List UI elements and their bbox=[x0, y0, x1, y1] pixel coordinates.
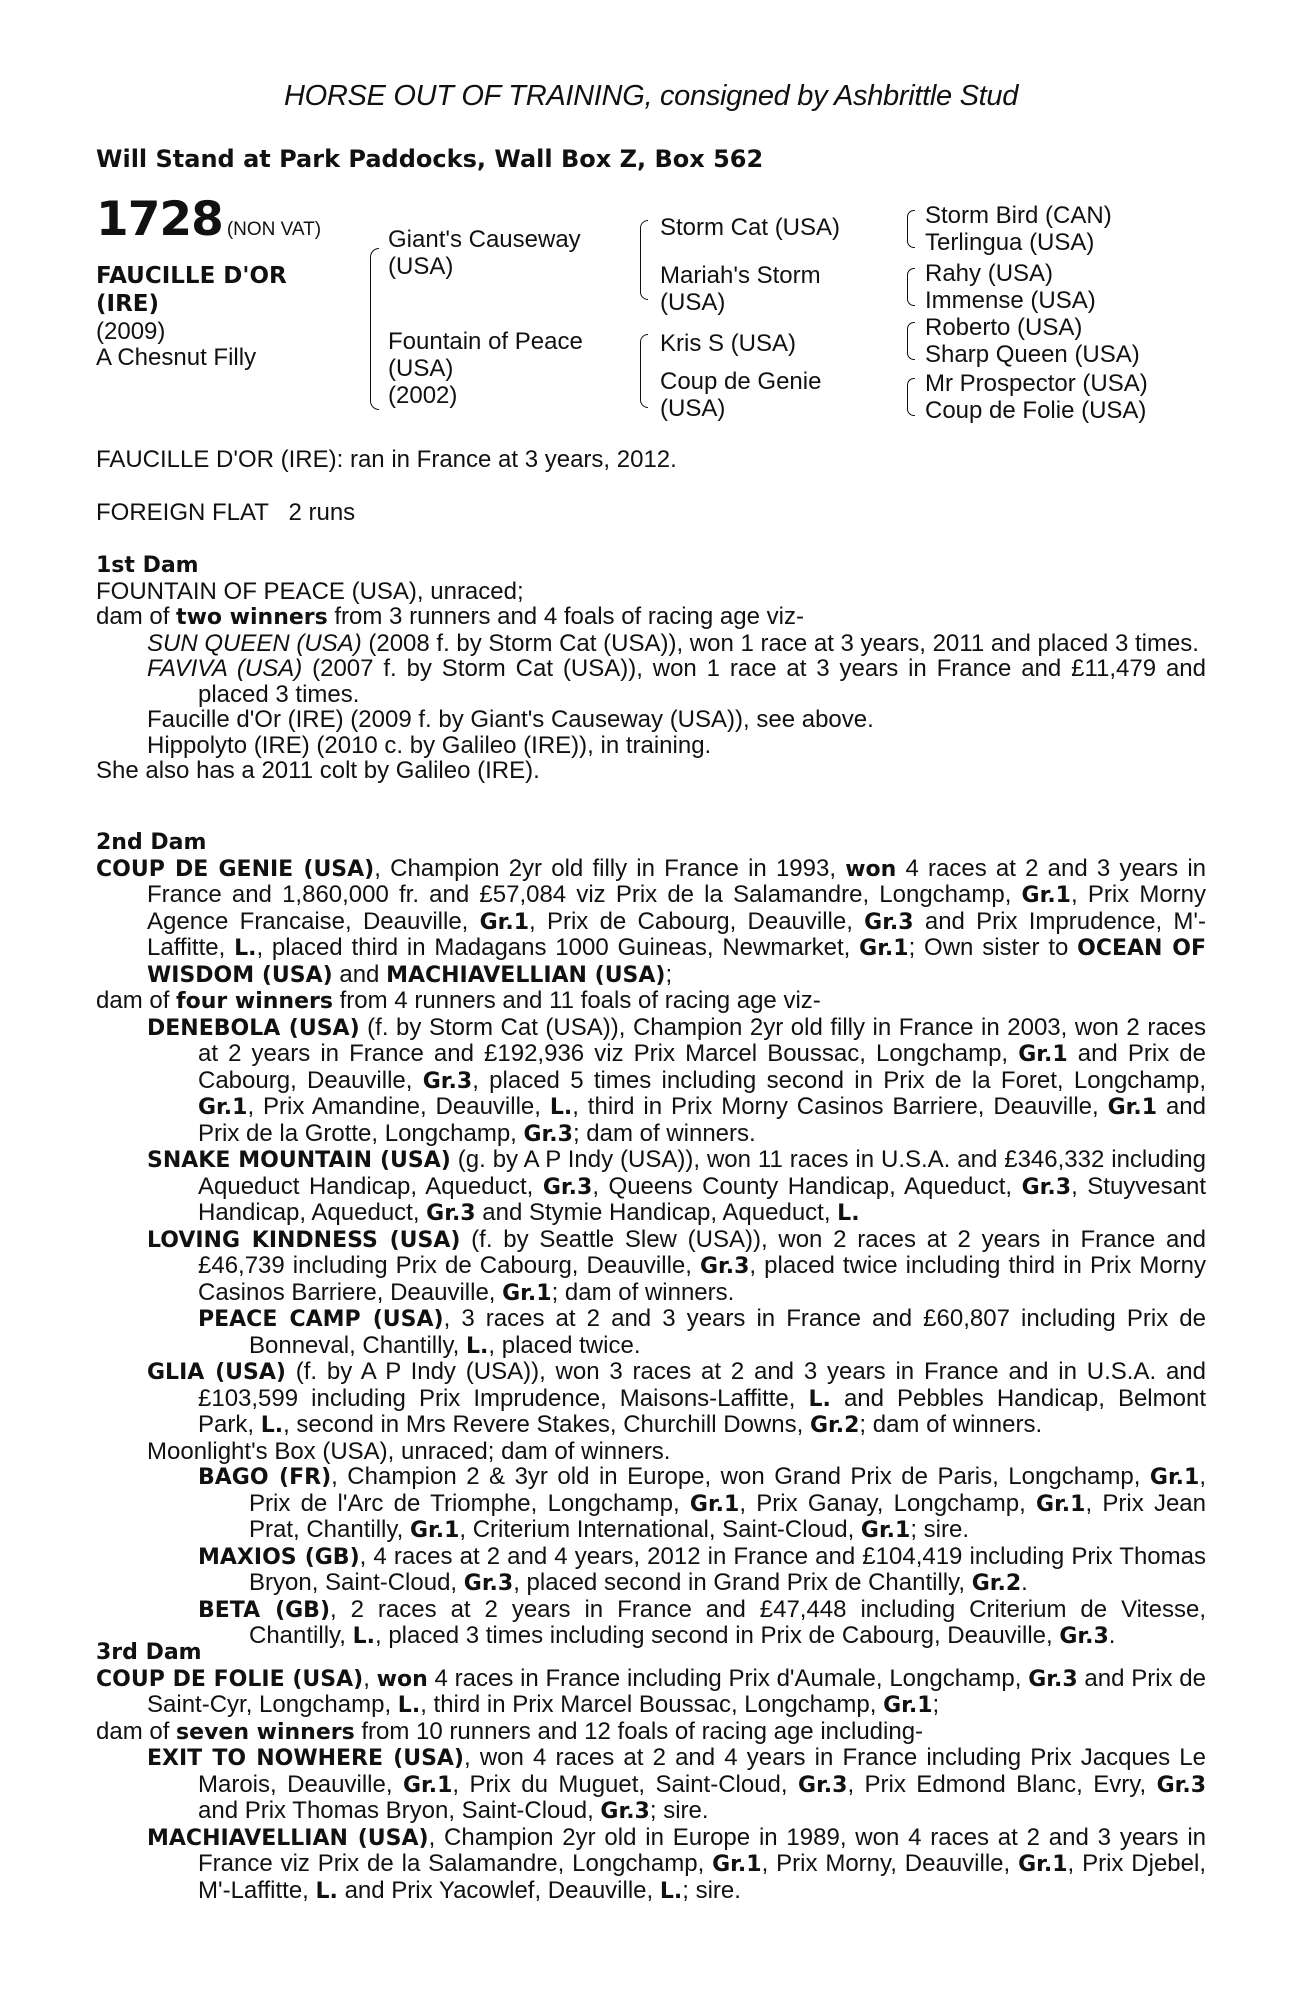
sire-sire: Storm Cat (USA) bbox=[660, 214, 841, 241]
stand-location: Will Stand at Park Paddocks, Wall Box Z, Box 562 bbox=[96, 145, 764, 173]
sire bbox=[388, 226, 618, 280]
sire-dam bbox=[660, 262, 860, 316]
produce-note: She also has a 2011 colt by Galileo (IRE). bbox=[96, 757, 540, 784]
produce-entry: GLIA (USA) (f. by A P Indy (USA)), won 3 races at 2 and 3 years in France and in U.S.A. and £103,599 including Prix Imprudence, Maisons-Laffitte, L. and Pebbles Handicap, Belmont Park, L., second in Mrs Revere Stakes, Churchill Downs, Gr.2; dam of winners. bbox=[147, 1358, 1206, 1438]
dam-country: (USA) bbox=[388, 355, 454, 382]
dam-entry: COUP DE FOLIE (USA), won 4 races in France including Prix d'Aumale, Longchamp, Gr.3 and Prix de Saint-Cyr, Longchamp, L., third in Prix Marcel Boussac, Longchamp, Gr.1; bbox=[96, 1664, 1206, 1718]
produce-summary: dam of two winners from 3 runners and 4 foals of racing age viz- bbox=[96, 603, 804, 630]
produce-summary: dam of seven winners from 10 runners and 12 foals of racing age including- bbox=[96, 1717, 924, 1745]
ancestor: Storm Bird (CAN) bbox=[925, 202, 1112, 229]
horse-description: A Chesnut Filly bbox=[96, 344, 257, 371]
first-dam-section bbox=[96, 553, 1206, 784]
produce-entry: MAXIOS (GB), 4 races at 2 and 4 years, 2012 in France and £104,419 including Prix Thomas Bryon, Saint-Cloud, Gr.3, placed second in Grand Prix de Chantilly, Gr.2. bbox=[198, 1542, 1206, 1596]
second-dam-section bbox=[96, 830, 1206, 1650]
dam-dam-country: (USA) bbox=[660, 395, 726, 422]
g3-bracket bbox=[907, 268, 915, 306]
ancestor: Mr Prospector (USA) bbox=[925, 370, 1148, 397]
sire-country: (USA) bbox=[388, 253, 454, 280]
produce-entry: BAGO (FR), Champion 2 & 3yr old in Europe, won Grand Prix de Paris, Longchamp, Gr.1, Prix de l'Arc de Triomphe, Longchamp, Gr.1, Prix Ganay, Longchamp, Gr.1, Prix Jean Prat, Chantilly, Gr.1, Criterium International, Saint-Cloud, Gr.1; sire. bbox=[198, 1463, 1207, 1543]
vat-status: (NON VAT) bbox=[226, 219, 322, 240]
pedigree-bracket bbox=[370, 248, 379, 410]
section-title: 3rd Dam bbox=[96, 1640, 202, 1665]
g3-bracket bbox=[907, 322, 915, 360]
race-summary: FAUCILLE D'OR (IRE): ran in France at 3 years, 2012. bbox=[96, 446, 677, 473]
g3-bracket bbox=[907, 210, 915, 248]
produce-entry: DENEBOLA (USA) (f. by Storm Cat (USA)), Champion 2yr old filly in France in 2003, won 2 races at 2 years in France and £192,936 viz Prix Marcel Boussac, Longchamp, Gr.1 and Prix de Cabourg, Deauville, Gr.3, placed 5 times including second in Prix de la Foret, Longchamp, Gr.1, Prix Amandine, Deauville, L., third in Prix Morny Casinos Barriere, Deauville, Gr.1 and Prix de la Grotte, Longchamp, Gr.3; dam of winners. bbox=[147, 1013, 1207, 1147]
produce-entry: SUN QUEEN (USA) (2008 f. by Storm Cat (USA)), won 1 race at 3 years, 2011 and placed 3 times. bbox=[147, 629, 1199, 657]
dam-dam-name: Coup de Genie bbox=[660, 368, 822, 395]
ancestor: Coup de Folie (USA) bbox=[925, 397, 1147, 424]
produce-entry: Faucille d'Or (IRE) (2009 f. by Giant's Causeway (USA)), see above. bbox=[147, 706, 874, 733]
horse-name-line: FAUCILLE D'OR bbox=[96, 263, 287, 289]
dam-line: FOUNTAIN OF PEACE (USA), unraced; bbox=[96, 577, 524, 605]
produce-entry: FAVIVA (USA) (2007 f. by Storm Cat (USA)), won 1 race at 3 years in France and £11,479 and placed 3 times. bbox=[147, 655, 1206, 708]
dam-entry: COUP DE GENIE (USA), Champion 2yr old filly in France in 1993, won 4 races at 2 and 3 years in France and 1,860,000 fr. and £57,084 viz Prix de la Salamandre, Longchamp, Gr.1, Prix Morny Agence Francaise, Deauville, Gr.1, Prix de Cabourg, Deauville, Gr.3 and Prix Imprudence, M'-Laffitte, L., placed third in Madagans 1000 Guineas, Newmarket, Gr.1; Own sister to OCEAN OF WISDOM (USA) and MACHIAVELLIAN (USA); bbox=[96, 854, 1207, 988]
horse-country: (IRE) bbox=[96, 291, 160, 317]
ancestor: Rahy (USA) bbox=[925, 260, 1054, 287]
sire-name: Giant's Causeway bbox=[388, 226, 581, 253]
g3-bracket bbox=[907, 378, 915, 416]
section-title: 2nd Dam bbox=[96, 830, 207, 855]
lot-number: 1728 bbox=[96, 192, 223, 247]
produce-entry: SNAKE MOUNTAIN (USA) (g. by A P Indy (USA)), won 11 races in U.S.A. and £346,332 including Aqueduct Handicap, Aqueduct, Gr.3, Queens County Handicap, Aqueduct, Gr.3, Stuyvesant Handicap, Aqueduct, Gr.3 and Stymie Handicap, Aqueduct, L. bbox=[147, 1146, 1207, 1226]
horse-name bbox=[96, 262, 336, 318]
sire-dam-country: (USA) bbox=[660, 289, 726, 316]
produce-entry: Moonlight's Box (USA), unraced; dam of winners. bbox=[147, 1437, 671, 1465]
foaling-year: (2009) bbox=[96, 318, 166, 345]
dam-dam bbox=[660, 368, 860, 422]
produce-entry: EXIT TO NOWHERE (USA), won 4 races at 2 and 4 years in France including Prix Jacques Le Marois, Deauville, Gr.1, Prix du Muguet, Saint-Cloud, Gr.3, Prix Edmond Blanc, Evry, Gr.3 and Prix Thomas Bryon, Saint-Cloud, Gr.3; sire. bbox=[147, 1744, 1207, 1824]
dam-sire: Kris S (USA) bbox=[660, 330, 797, 357]
lot-line bbox=[96, 192, 322, 247]
consignor-header: HORSE OUT OF TRAINING, consigned by Ashbrittle Stud bbox=[283, 80, 1019, 112]
produce-entry: Hippolyto (IRE) (2010 c. by Galileo (IRE)), in training. bbox=[147, 731, 712, 759]
ancestor: Terlingua (USA) bbox=[925, 229, 1095, 256]
produce-entry: LOVING KINDNESS (USA) (f. by Seattle Slew (USA)), won 2 races at 2 years in France and £46,739 including Prix de Cabourg, Deauville, Gr.3, placed twice including third in Prix Morny Casinos Barriere, Deauville, Gr.1; dam of winners. bbox=[147, 1225, 1207, 1306]
third-dam-section bbox=[96, 1640, 1206, 1904]
dam-name: Fountain of Peace bbox=[388, 328, 583, 355]
sire-line-bracket bbox=[640, 220, 648, 300]
produce-entry: PEACE CAMP (USA), 3 races at 2 and 3 years in France and £60,807 including Prix de Bonneval, Chantilly, L., placed twice. bbox=[198, 1305, 1206, 1359]
dam-line-bracket bbox=[640, 334, 648, 408]
ancestor: Immense (USA) bbox=[925, 287, 1096, 314]
ancestor: Roberto (USA) bbox=[925, 314, 1083, 341]
dam-year: (2002) bbox=[388, 382, 458, 409]
produce-entry: MACHIAVELLIAN (USA), Champion 2yr old in Europe in 1989, won 4 races at 2 and 3 years in France viz Prix de la Salamandre, Longchamp, Gr.1, Prix Morny, Deauville, Gr.1, Prix Djebel, M'-Laffitte, L. and Prix Yacowlef, Deauville, L.; sire. bbox=[147, 1823, 1206, 1904]
produce-summary: dam of four winners from 4 runners and 11 foals of racing age viz- bbox=[96, 987, 821, 1014]
dam bbox=[388, 328, 618, 409]
pedigree-block bbox=[0, 192, 1314, 440]
produce-entry: BETA (GB), 2 races at 2 years in France and £47,448 including Criterium de Vitesse, Chantilly, L., placed 3 times including second in Prix de Cabourg, Deauville, Gr.3. bbox=[198, 1595, 1207, 1649]
ancestor: Sharp Queen (USA) bbox=[925, 341, 1140, 368]
section-title: 1st Dam bbox=[96, 553, 199, 578]
foreign-flat-record: FOREIGN FLAT 2 runs bbox=[96, 499, 356, 526]
sire-dam-name: Mariah's Storm bbox=[660, 262, 821, 289]
